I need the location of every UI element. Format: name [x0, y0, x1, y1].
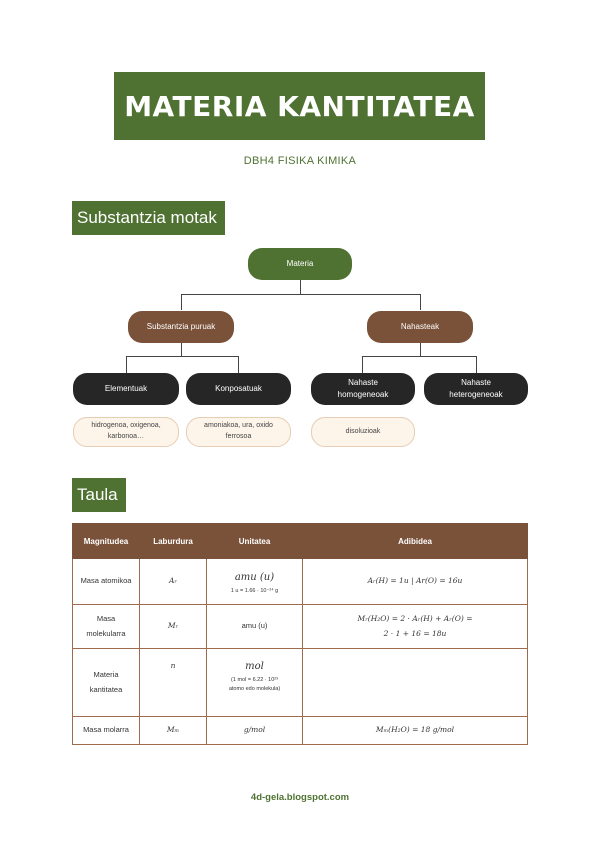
unit-value: mol: [245, 661, 264, 672]
example-line: Mᵣ(H₂O) = 2 · Aᵣ(H) + Aᵣ(O) =: [357, 614, 473, 624]
table-cell-abbr: n: [140, 649, 207, 717]
section-heading-table: Taula: [72, 478, 126, 512]
unit-note: atomo edo molekula): [228, 685, 281, 692]
table-cell-abbr: Mₘ: [140, 717, 207, 745]
unit-note: 1 u = 1.66 · 10⁻²⁴ g: [230, 587, 279, 594]
table-cell-example: [303, 605, 528, 649]
table-cell-example: Mₘ(H₂O) = 18 g/mol: [303, 717, 528, 745]
table-cell-magnitude: Masa molekularra: [73, 605, 140, 649]
diagram-node-compounds: Konposatuak: [186, 373, 291, 405]
diagram-node-heterogeneous: Nahaste heterogeneoak: [424, 373, 528, 405]
example-line: 2 · 1 + 16 = 18u: [383, 628, 447, 638]
table-cell-unit: g/mol: [207, 717, 303, 745]
table-row: [73, 605, 528, 649]
diagram-node-elements: Elementuak: [73, 373, 179, 405]
table-header-cell: Laburdura: [140, 524, 207, 559]
table-row: [73, 559, 528, 605]
unit-note: (1 mol = 6.22 · 10²³: [231, 677, 278, 683]
table-cell-unit: amu (u): [207, 605, 303, 649]
diagram-example-elements: hidrogenoa, oxigenoa, karbonoa…: [73, 417, 179, 447]
table-cell-example: Aᵣ(H) = 1u | Ar(O) = 16u: [303, 559, 528, 605]
diagram-node-materia: Materia: [248, 248, 352, 280]
magnitudes-table: [72, 523, 528, 745]
unit-value: amu (u): [234, 571, 275, 583]
table-cell-abbr: Mᵣ: [140, 605, 207, 649]
table-cell-example: [303, 649, 528, 717]
table-header-row: [73, 524, 528, 559]
diagram-node-pure-substances: Substantzia puruak: [128, 311, 234, 343]
table-header-cell: Adibidea: [303, 524, 528, 559]
diagram-example-homogeneous: disoluzioak: [311, 417, 415, 447]
diagram-example-compounds: amoniakoa, ura, oxido ferrosoa: [186, 417, 291, 447]
table-header-cell: Magnitudea: [73, 524, 140, 559]
table-cell-magnitude: Masa atomikoa: [73, 559, 140, 605]
table-row: [73, 649, 528, 717]
table-cell-abbr: Aᵣ: [140, 559, 207, 605]
page-subtitle: DBH4 FISIKA KIMIKA: [243, 155, 357, 167]
diagram-node-mixtures: Nahasteak: [367, 311, 473, 343]
table-cell-unit: [207, 649, 303, 717]
footer-link[interactable]: 4d-gela.blogspot.com: [250, 792, 350, 803]
table-row: [73, 717, 528, 745]
table-cell-magnitude: Materia kantitatea: [73, 649, 140, 717]
section-heading-types: Substantzia motak: [72, 201, 225, 235]
page-title: MATERIA KANTITATEA: [114, 72, 485, 140]
table-header-cell: Unitatea: [207, 524, 303, 559]
diagram-node-homogeneous: Nahaste homogeneoak: [311, 373, 415, 405]
table-cell-magnitude: Masa molarra: [73, 717, 140, 745]
table-cell-unit: [207, 559, 303, 605]
